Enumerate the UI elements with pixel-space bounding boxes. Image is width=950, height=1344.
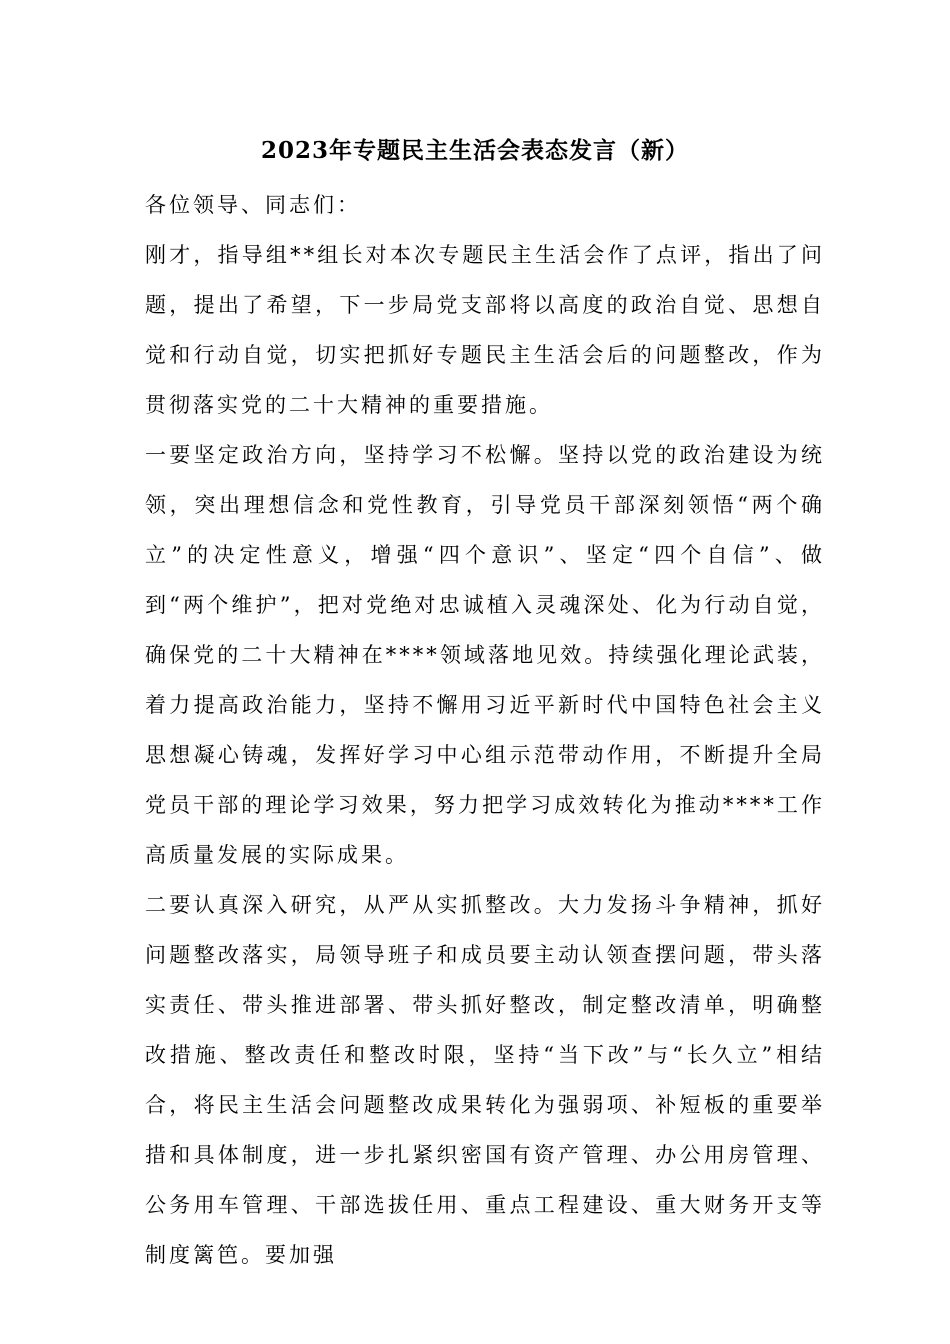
salutation: 各位领导、同志们：	[145, 193, 361, 217]
paragraph-point-one: 一要坚定政治方向，坚持学习不松懈。坚持以党的政治建设为统领，突出理想信念和党性教育，引导党员干部深刻领悟“两个确立”的决定性意义，增强“四个意识”、坚定“四个自信”、做到“两个维护”，把对党绝对忠诚植入灵魂深处、化为行动自觉，确保党的二十大精神在****领域落地见效。持续强化理论武装，着力提高政治能力，坚持不懈用习近平新时代中国特色社会主义思想凝心铸魂，发挥好学习中心组示范带动作用，不断提升全局党员干部的理论学习效果，努力把学习成效转化为推动****工作高质量发展的实际成果。	[145, 443, 825, 867]
paragraph-intro: 刚才，指导组**组长对本次专题民主生活会作了点评，指出了问题，提出了希望，下一步局党支部将以高度的政治自觉、思想自觉和行动自觉，切实把抓好专题民主生活会后的问题整改，作为贯彻落实党的二十大精神的重要措施。	[145, 243, 825, 417]
document-title: 2023年专题民主生活会表态发言（新）	[260, 137, 689, 164]
paragraph-point-two: 二要认真深入研究，从严从实抓整改。大力发扬斗争精神，抓好问题整改落实，局领导班子和成员要主动认领查摆问题，带头落实责任、带头推进部署、带头抓好整改，制定整改清单，明确整改措施、整改责任和整改时限，坚持“当下改”与“长久立”相结合，将民主生活会问题整改成果转化为强弱项、补短板的重要举措和具体制度，进一步扎紧织密国有资产管理、办公用房管理、公务用车管理、干部选拔任用、重点工程建设、重大财务开支等制度篱笆。要加强	[145, 893, 825, 1267]
document-body	[145, 180, 825, 1280]
